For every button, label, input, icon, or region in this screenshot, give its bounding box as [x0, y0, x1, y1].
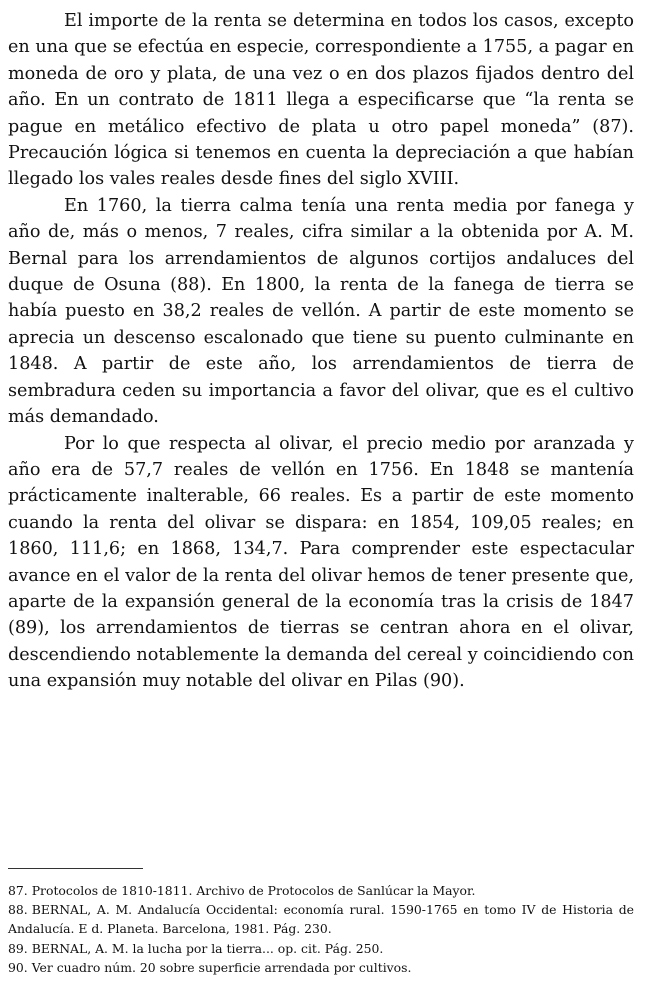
footnote-number: 89. — [8, 940, 28, 956]
footnote-text: BERNAL, A. M. la lucha por la tierra... op. cit. Pág. 250. — [31, 940, 384, 956]
body-text — [8, 8, 634, 695]
footnote-87 — [8, 881, 634, 900]
footnote-text: Protocolos de 1810-1811. Archivo de Protocolos de Sanlúcar la Mayor. — [31, 883, 476, 898]
footnote-90 — [8, 958, 634, 977]
footnote-88 — [8, 900, 634, 938]
footnote-text: BERNAL, A. M. Andalucía Occidental: economía rural. 1590-1765 en tomo IV de Historia de Andalucía. E d. Planeta. Barcelona, 1981. Pág. 230. — [8, 902, 634, 937]
footnote-text: Ver cuadro núm. 20 sobre superficie arrendada por cultivos. — [31, 959, 412, 975]
paragraph-2: En 1760, la tierra calma tenía una renta media por fanega y año de, más o menos, 7 reales, cifra similar a la obtenida por A. M. Bernal para los arrendamientos de algunos cortijos andaluces del duque de Osuna (88). En 1800, la renta de la fanega de tierra se había puesto en 38,2 reales de vellón. A partir de este momento se aprecia un descenso escalonado que tiene su puento culminante en 1848. A partir de este año, los arrendamientos de tierra de sembradura ceden su importancia a favor del olivar, que es el cultivo más demandado. — [8, 195, 634, 428]
footnote-number: 87. — [8, 883, 28, 898]
footnote-number: 88. — [8, 902, 28, 918]
footnote-number: 90. — [8, 959, 28, 975]
document-page — [8, 8, 634, 695]
footnote-divider — [8, 868, 143, 869]
footnotes-section — [8, 868, 634, 977]
paragraph-3: Por lo que respecta al olivar, el precio medio por aranzada y año era de 57,7 reales de vellón en 1756. En 1848 se mantenía prácticamente inalterable, 66 reales. Es a partir de este momento cuando la renta del olivar se dispara: en 1854, 109,05 reales; en 1860, 111,6; en 1868, 134,7. Para comprender este espectacular avance en el valor de la renta del olivar hemos de tener presente que, aparte de la expansión general de la economía tras la crisis de 1847 (89), los arrendamientos de tierras se centran ahora en el olivar, descendiendo notablemente la demanda del cereal y coincidiendo con una expansión muy notable del olivar en Pilas (90). — [8, 433, 634, 692]
paragraph-1: El importe de la renta se determina en todos los casos, excepto en una que se efectúa en especie, correspondiente a 1755, a pagar en moneda de oro y plata, de una vez o en dos plazos fijados dentro del año. En un contrato de 1811 llega a especificarse que “la renta se pague en metálico efectivo de plata u otro papel moneda” (87). Precaución lógica si tenemos en cuenta la depreciación a que habían llegado los vales reales desde fines del siglo XVIII. — [8, 11, 634, 190]
footnote-89 — [8, 939, 634, 958]
